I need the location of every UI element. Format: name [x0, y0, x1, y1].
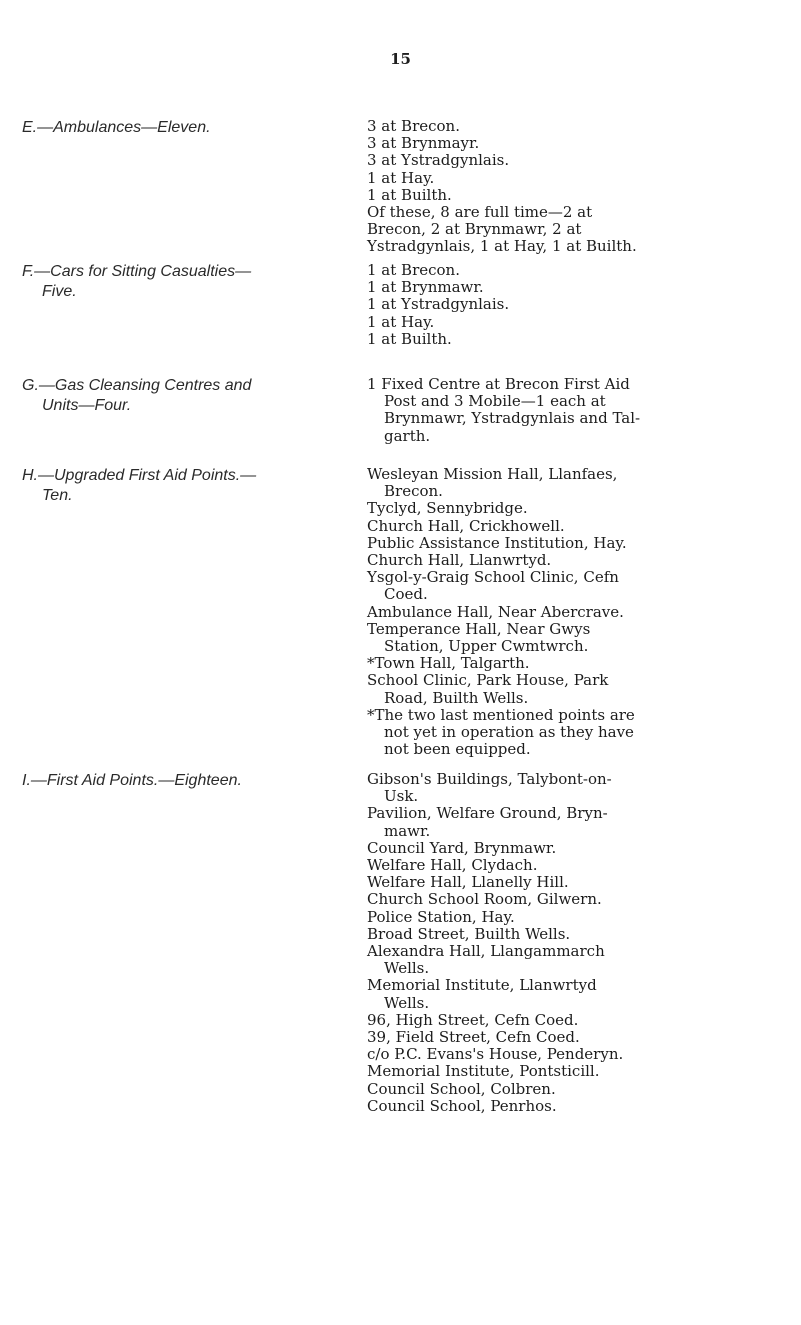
entry-line: Wesleyan Mission Hall, Llanfaes, — [367, 465, 618, 483]
entry-line: Council Yard, Brynmawr. — [367, 838, 557, 857]
entry-line: 3 at Brecon. — [367, 117, 460, 135]
section-entries — [367, 118, 747, 256]
entry-line: Welfare Hall, Llanelly Hill. — [367, 873, 569, 892]
entry-line: 96, High Street, Cefn Coed. — [367, 1010, 579, 1029]
entry-line: 1 at Hay. — [367, 312, 435, 331]
entry-line: *Town Hall, Talgarth. — [367, 654, 530, 673]
entry-line: Tyclyd, Sennybridge. — [367, 499, 528, 518]
entry-line: Police Station, Hay. — [367, 907, 515, 926]
entry-line: Church Hall, Crickhowell. — [367, 516, 565, 535]
section-label-text: G.—Gas Cleansing Centres and — [22, 377, 252, 394]
entry-line: not yet in operation as they have — [384, 723, 634, 742]
page-number: 15 — [390, 50, 411, 68]
section-label — [22, 262, 362, 302]
entry-line: mawr. — [384, 821, 431, 840]
section-entries — [367, 376, 747, 445]
section-entries — [367, 262, 747, 348]
entry-line: Ambulance Hall, Near Abercrave. — [367, 602, 624, 621]
entry-line: Of these, 8 are full time—2 at — [367, 203, 593, 222]
entry-line: Wells. — [384, 959, 430, 978]
entry-line: garth. — [384, 426, 431, 445]
section-label-continuation: Units—Four. — [42, 397, 132, 414]
section-label-text: I.—First Aid Points.—Eighteen. — [22, 772, 242, 789]
section-label-continuation: Five. — [42, 283, 77, 300]
entry-line: Memorial Institute, Pontsticill. — [367, 1062, 600, 1081]
entry-line: 39, Field Street, Cefn Coed. — [367, 1028, 580, 1047]
entry-line: 1 at Hay. — [367, 168, 435, 187]
section-label-text: F.—Cars for Sitting Casualties— — [22, 263, 252, 280]
entry-line: Ystradgynlais, 1 at Hay, 1 at Builth. — [367, 237, 637, 256]
entry-line: Church Hall, Llanwrtyd. — [367, 551, 552, 570]
section-label — [22, 376, 362, 416]
entry-line: Pavilion, Welfare Ground, Bryn- — [367, 804, 608, 823]
entry-line: Brecon, 2 at Brynmawr, 2 at — [367, 220, 582, 239]
entry-line: 1 at Builth. — [367, 185, 452, 204]
entry-line: 1 at Brecon. — [367, 261, 460, 279]
entry-line: not been equipped. — [384, 740, 531, 759]
entry-line: Public Assistance Institution, Hay. — [367, 533, 627, 552]
entry-line: Church School Room, Gilwern. — [367, 890, 602, 909]
entry-line: Usk. — [384, 787, 419, 806]
entry-line: Brecon. — [384, 482, 443, 501]
entry-line: Coed. — [384, 585, 428, 604]
entry-line: *The two last mentioned points are — [367, 705, 635, 724]
entry-line: Temperance Hall, Near Gwys — [367, 619, 591, 638]
entry-line: Memorial Institute, Llanwrtyd — [367, 976, 597, 995]
entry-line: Brynmawr, Ystradgynlais and Tal- — [384, 409, 641, 428]
section-entries — [367, 771, 747, 1115]
section-entries — [367, 466, 747, 758]
entry-line: 3 at Ystradgynlais. — [367, 151, 510, 170]
entry-line: Post and 3 Mobile—1 each at — [384, 392, 606, 411]
section-label-text: H.—Upgraded First Aid Points.— — [22, 467, 257, 484]
entry-line: 1 at Ystradgynlais. — [367, 295, 510, 314]
entry-line: Wells. — [384, 993, 430, 1012]
entry-line: Welfare Hall, Clydach. — [367, 856, 538, 875]
section-label — [22, 118, 362, 138]
entry-line: Alexandra Hall, Llangammarch — [367, 942, 605, 961]
entry-line: Ysgol-y-Graig School Clinic, Cefn — [367, 568, 619, 587]
entry-line: 3 at Brynmayr. — [367, 134, 480, 153]
entry-line: Council School, Penrhos. — [367, 1096, 557, 1115]
entry-line: Broad Street, Builth Wells. — [367, 924, 571, 943]
section-label — [22, 466, 362, 506]
entry-line: Station, Upper Cwmtwrch. — [384, 637, 589, 656]
section-label — [22, 771, 362, 791]
section-label-text: E.—Ambulances—Eleven. — [22, 119, 211, 136]
entry-line: Gibson's Buildings, Talybont-on- — [367, 770, 612, 788]
entry-line: Road, Builth Wells. — [384, 688, 529, 707]
entry-line: 1 at Builth. — [367, 329, 452, 348]
entry-line: 1 Fixed Centre at Brecon First Aid — [367, 375, 630, 393]
section-label-continuation: Ten. — [42, 487, 73, 504]
entry-line: c/o P.C. Evans's House, Penderyn. — [367, 1045, 624, 1064]
entry-line: Council School, Colbren. — [367, 1079, 556, 1098]
entry-line: 1 at Brynmawr. — [367, 278, 484, 297]
entry-line: School Clinic, Park House, Park — [367, 671, 609, 690]
